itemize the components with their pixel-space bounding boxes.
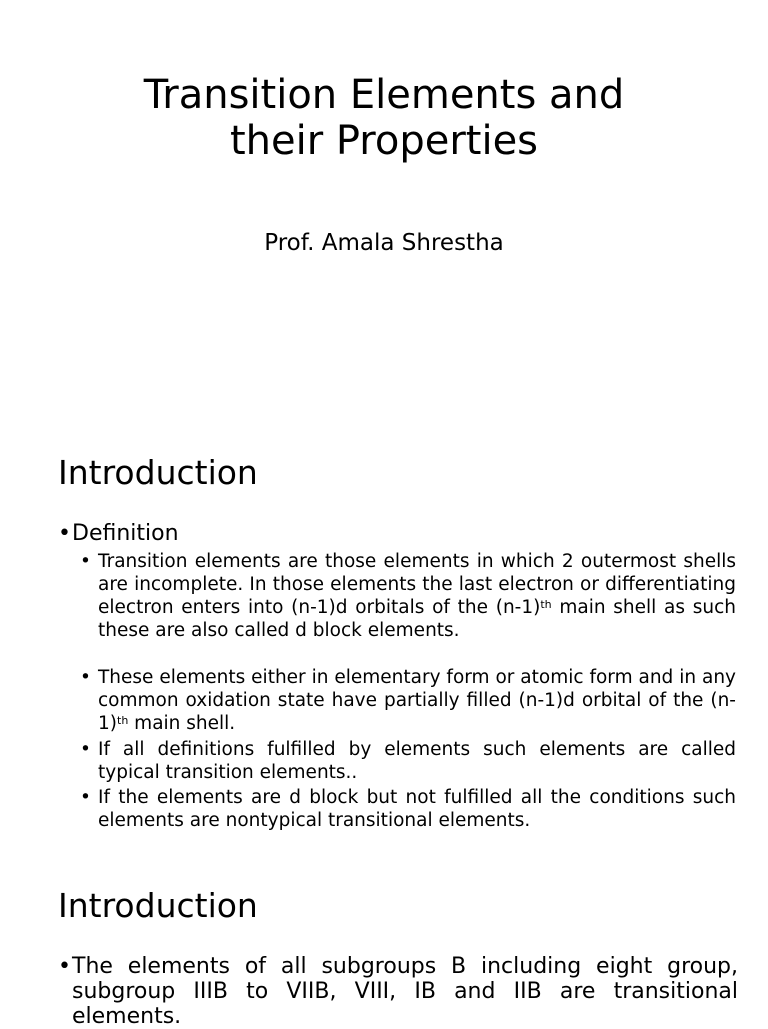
bullet-subgroups-text: The elements of all subgroups B including eight group, subgroup IIIB to VIIB, VIII, IB and IIB are transitional elements. — [72, 954, 738, 1029]
bullet-dot: • — [58, 521, 71, 546]
sub-bullet-dot: • — [80, 739, 91, 760]
superscript-th: th — [117, 714, 129, 727]
sub-bullet-2-text-end: main shell. — [128, 713, 236, 734]
sub-bullet-item-2 — [80, 666, 736, 735]
sub-bullet-dot: • — [80, 787, 91, 808]
bullet-definition — [58, 521, 738, 546]
section-heading-introduction-2: Introduction — [58, 886, 258, 925]
sub-bullet-1-text-end: main shell as such these are also called d block elements. — [98, 597, 736, 641]
sub-bullet-1-text: Transition elements are those elements in which 2 outermost shells are incomplete. In those elements the last electron or differentiating electron enters into (n-1)d orbitals of the (n-1) — [98, 551, 736, 618]
sub-bullet-2-text: These elements either in elementary form or atomic form and in any common oxidation state have partially filled (n-1)d orbital of the (n-1) — [98, 667, 736, 734]
slide-title — [0, 72, 768, 164]
sub-bullet-3-text: If all definitions fulfilled by elements such elements are called typical transition elements.. — [98, 739, 736, 783]
sub-bullet-dot: • — [80, 667, 91, 688]
superscript-th: th — [540, 598, 552, 611]
sub-bullet-dot: • — [80, 551, 91, 572]
sub-bullet-item-3 — [80, 738, 736, 784]
slide-title-line-1: Transition Elements and — [143, 72, 625, 118]
bullet-subgroups — [58, 954, 738, 1029]
slide-title-line-2: their Properties — [229, 118, 539, 164]
sub-bullet-item-4 — [80, 786, 736, 832]
sub-bullet-4-text: If the elements are d block but not fulfilled all the conditions such elements are nontypical transitional elements. — [98, 787, 736, 831]
section-heading-introduction: Introduction — [58, 453, 258, 492]
author-name: Prof. Amala Shrestha — [264, 230, 504, 256]
sub-bullet-item-1 — [80, 550, 736, 642]
bullet-dot: • — [58, 954, 71, 979]
bullet-definition-text: Definition — [72, 521, 179, 546]
